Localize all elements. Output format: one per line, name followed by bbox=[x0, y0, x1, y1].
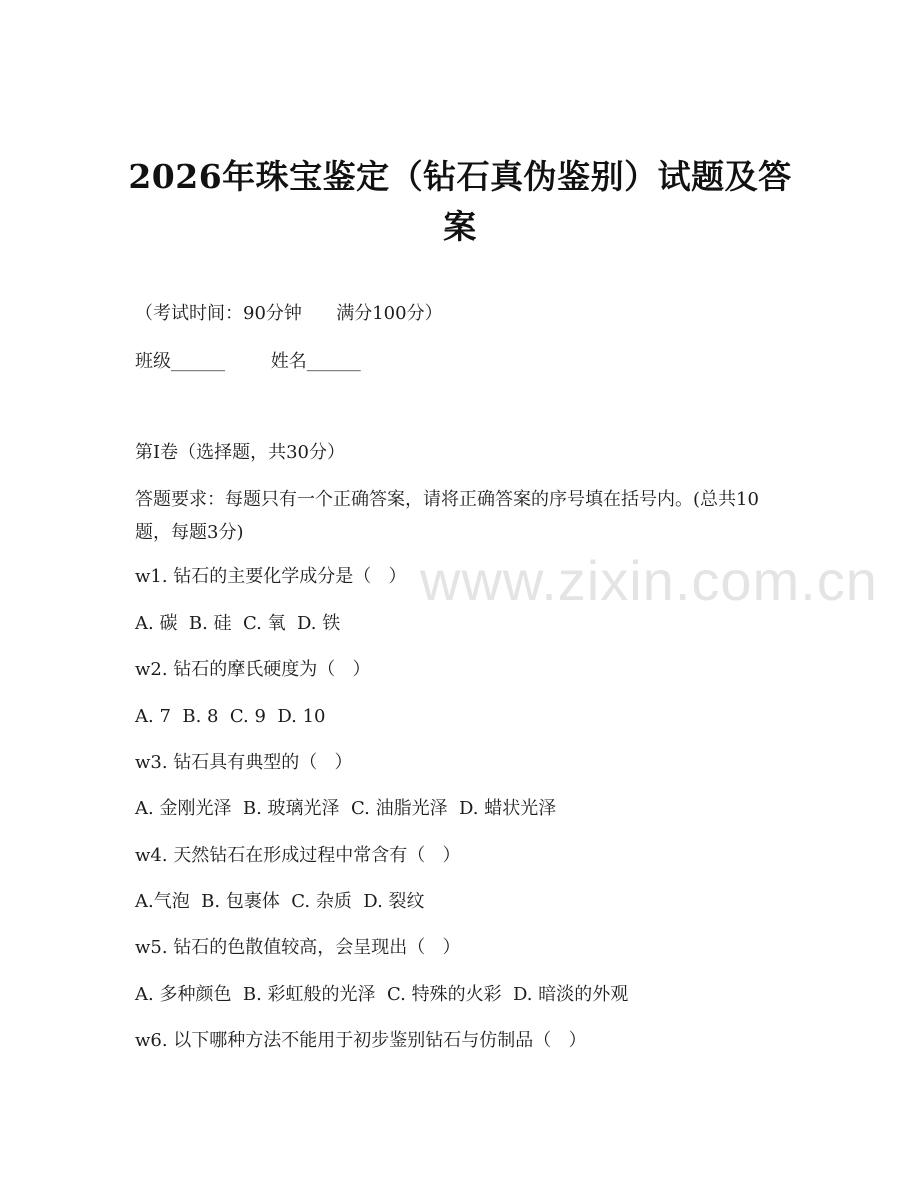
question-options: A. 碳 B. 硅 C. 氧 D. 铁 bbox=[135, 613, 341, 634]
instructions: 答题要求：每题只有一个正确答案，请将正确答案的序号填在括号内。(总共10题，每题3分) bbox=[135, 489, 759, 543]
watermark: www.zixin.com.cn bbox=[420, 549, 878, 612]
question-stem: w1. 钻石的主要化学成分是（ ） bbox=[135, 566, 407, 587]
class-name-line: 班级______ 姓名______ bbox=[135, 351, 361, 372]
question-stem: w4. 天然钻石在形成过程中常含有（ ） bbox=[135, 845, 461, 866]
question-options: A. 多种颜色 B. 彩虹般的光泽 C. 特殊的火彩 D. 暗淡的外观 bbox=[135, 984, 629, 1005]
question-options: A. 7 B. 8 C. 9 D. 10 bbox=[135, 706, 326, 727]
section-title: 第Ⅰ卷（选择题，共30分） bbox=[135, 442, 346, 463]
question-stem: w2. 钻石的摩氏硬度为（ ） bbox=[135, 659, 371, 680]
question-stem: w5. 钻石的色散值较高，会呈现出（ ） bbox=[135, 937, 461, 958]
question-stem: w6. 以下哪种方法不能用于初步鉴别钻石与仿制品（ ） bbox=[135, 1030, 587, 1051]
document-title: 2026年珠宝鉴定（钻石真伪鉴别）试题及答案 bbox=[128, 157, 792, 246]
question-options: A.气泡 B. 包裹体 C. 杂质 D. 裂纹 bbox=[135, 891, 425, 912]
question-options: A. 金刚光泽 B. 玻璃光泽 C. 油脂光泽 D. 蜡状光泽 bbox=[135, 798, 557, 819]
exam-info: （考试时间：90分钟 满分100分） bbox=[135, 303, 443, 324]
question-stem: w3. 钻石具有典型的（ ） bbox=[135, 752, 353, 773]
